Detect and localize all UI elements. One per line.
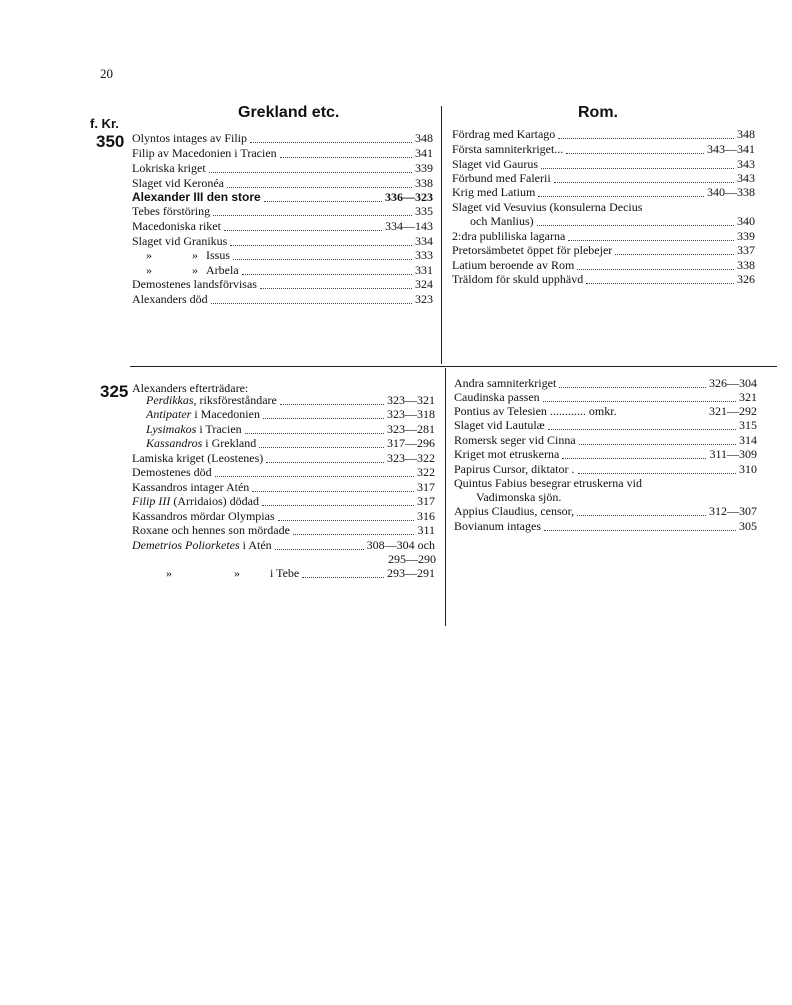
heading-rome: Rom. [578, 104, 618, 121]
successors-title: Alexanders efterträdare: [132, 381, 249, 395]
list-item-continued: 295—290 [388, 552, 436, 566]
list-item: Slaget vid Keronéa 338 [132, 176, 433, 190]
list-item: Tebes förstöring 335 [132, 204, 433, 218]
year-350: 350 [96, 132, 125, 151]
list-item: Quintus Fabius besegrar etruskerna vid [454, 476, 642, 490]
list-item: Macedoniska riket 334—143 [132, 219, 433, 233]
list-item: Fördrag med Kartago 348 [452, 127, 755, 141]
list-item: Latium beroende av Rom 338 [452, 258, 755, 272]
list-item: Kassandros intager Atén 317 [132, 480, 435, 494]
heading-greece: Grekland etc. [238, 104, 340, 121]
list-item: och Manlius) 340 [470, 214, 755, 228]
list-item: Kriget mot etruskerna 311—309 [454, 447, 757, 461]
section-divider [130, 366, 777, 367]
list-item: Demetrios Poliorketes i Atén 308—304 och [132, 538, 435, 552]
ditto-mark: » [192, 263, 198, 277]
list-item: Alexander III den store 336—323 [132, 190, 433, 204]
list-item: Förbund med Falerii 343 [452, 171, 755, 185]
list-item: Lokriska kriget 339 [132, 161, 433, 175]
list-item: Filip av Macedonien i Tracien 341 [132, 146, 433, 160]
list-item: Kassandros i Grekland 317—296 [146, 436, 435, 450]
list-item: Träldom för skuld upphävd 326 [452, 272, 755, 286]
page-number: 20 [100, 66, 113, 81]
list-item: Bovianum intages 305 [454, 519, 757, 533]
list-item: Demostenes landsförvisas 324 [132, 277, 433, 291]
column-divider-bottom [445, 368, 446, 626]
column-divider-top [441, 106, 442, 364]
list-item: » » Arbela 331 [146, 263, 433, 277]
list-item: Romersk seger vid Cinna 314 [454, 433, 757, 447]
list-item: Slaget vid Lautulæ 315 [454, 418, 757, 432]
ditto-mark: » [192, 248, 198, 262]
year-325: 325 [100, 382, 129, 401]
ditto-mark: » [166, 566, 172, 580]
list-item: Roxane och hennes son mördade 311 [132, 523, 435, 537]
ditto-mark: » [234, 566, 240, 580]
list-item: Alexanders död 323 [132, 292, 433, 306]
list-item: Caudinska passen 321 [454, 390, 757, 404]
list-item: Demostenes död 322 [132, 465, 435, 479]
list-item: Perdikkas, riksföreståndare 323—321 [146, 393, 435, 407]
ditto-mark: » [146, 248, 152, 262]
list-item: Pontius av Telesien ............ omkr. 321—292 [454, 404, 757, 418]
list-item: Första samniterkriget... 343—341 [452, 142, 755, 156]
list-item: Krig med Latium 340—338 [452, 185, 755, 199]
list-item: Lamiska kriget (Leostenes) 323—322 [132, 451, 435, 465]
list-item-continued: Vadimonska sjön. [476, 490, 562, 504]
era-label: f. Kr. [90, 116, 119, 131]
list-item: Andra samniterkriget 326—304 [454, 376, 757, 390]
list-item: Antipater i Macedonien 323—318 [146, 407, 435, 421]
list-item: » » Issus 333 [146, 248, 433, 262]
list-item: 2:dra publiliska lagarna 339 [452, 229, 755, 243]
list-item: » » i Tebe 293—291 [166, 566, 435, 580]
list-item: Pretorsämbetet öppet för plebejer 337 [452, 243, 755, 257]
list-item: Papirus Cursor, diktator . 310 [454, 462, 757, 476]
list-item: Olyntos intages av Filip 348 [132, 131, 433, 145]
list-item: Slaget vid Vesuvius (konsulerna Decius [452, 200, 643, 214]
list-item: Slaget vid Gaurus 343 [452, 157, 755, 171]
list-item: Filip III (Arridaios) dödad 317 [132, 494, 435, 508]
list-item: Slaget vid Granikus 334 [132, 234, 433, 248]
list-item: Appius Claudius, censor, 312—307 [454, 504, 757, 518]
ditto-mark: » [146, 263, 152, 277]
list-item: Lysimakos i Tracien 323—281 [146, 422, 435, 436]
list-item: Kassandros mördar Olympias 316 [132, 509, 435, 523]
